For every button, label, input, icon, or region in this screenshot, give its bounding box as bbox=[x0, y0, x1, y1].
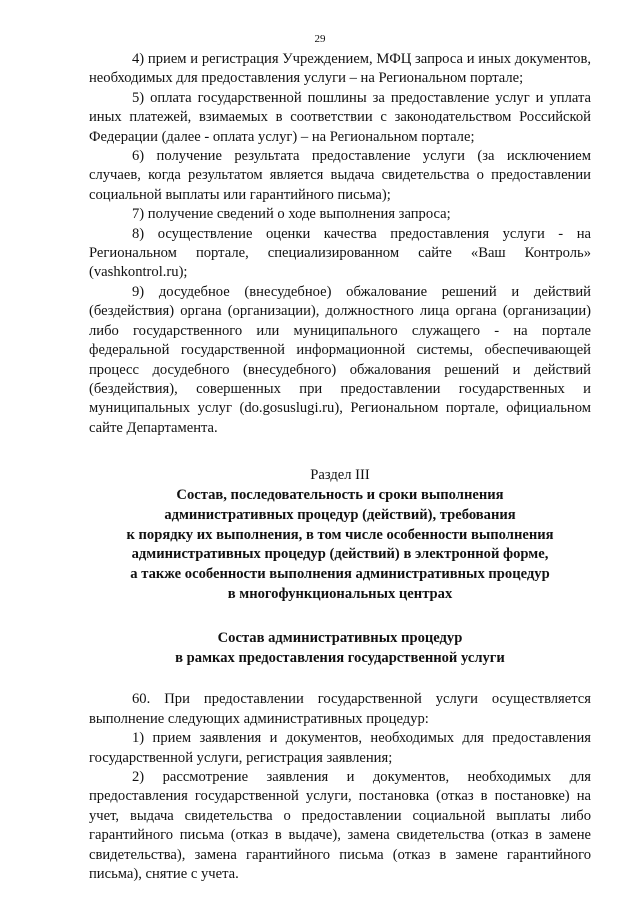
subsection-title-line: Состав административных процедур bbox=[217, 629, 463, 646]
list-item: 1) прием заявления и документов, необходимых для предоставления государственной услуги, регистрация заявления; bbox=[89, 730, 591, 766]
section-title-line: административных процедур (действий) в электронной форме, bbox=[131, 546, 549, 563]
list-item: 7) получение сведений о ходе выполнения запроса; bbox=[132, 206, 451, 223]
section-title-line: административных процедур (действий), требования bbox=[164, 506, 516, 523]
list-item: 6) получение результата предоставление услуги (за исключением случаев, когда результатом является выдача свидетельства о предоставлении социальной выплаты или гарантийного письма); bbox=[89, 148, 591, 203]
list-item: 9) досудебное (внесудебное) обжалование решений и действий (бездействия) органа (организации), должностного лица органа (организации) либо государственного или муниципального служащего - на портале федеральной государственной информационной системы, обеспечивающей процесс досудебного (внесудебного) обжалования решений и действий (бездействия), совершенных при предоставлении государственных и муниципальных услуг (do.gosuslugi.ru), Региональном портале, официальном сайте Департамента. bbox=[89, 283, 591, 436]
section-title-line: а также особенности выполнения административных процедур bbox=[130, 566, 550, 583]
section-title-line: к порядку их выполнения, в том числе особенности выполнения bbox=[126, 526, 554, 543]
list-item: 8) осуществление оценки качества предоставления услуги - на Региональном портале, специализированном сайте «Ваш Контроль» (vashkontrol.ru); bbox=[89, 225, 591, 281]
document-body bbox=[89, 50, 591, 884]
list-item: 4) прием и регистрация Учреждением, МФЦ запроса и иных документов, необходимых для предоставления услуги – на Региональном портале; bbox=[89, 51, 591, 87]
list-item: 2) рассмотрение заявления и документов, необходимых для предоставления государственной услуги, постановка (отказ в постановке) на учет, выдача свидетельства о предоставлении социальной выплаты либо гарантийного письма (отказ в выдаче), замена свидетельства (отказ в замене свидетельства), замена гарантийного письма (отказ в замене гарантийного письма), снятие с учета. bbox=[89, 768, 591, 882]
section-title bbox=[89, 486, 591, 605]
paragraph: 60. При предоставлении государственной услуги осуществляется выполнение следующих административных процедур: bbox=[89, 691, 591, 727]
subsection-title-line: в рамках предоставления государственной услуги bbox=[175, 649, 505, 666]
section-title-line: Состав, последовательность и сроки выполнения bbox=[176, 486, 504, 503]
section-label: Раздел III bbox=[310, 467, 370, 484]
subsection-title bbox=[89, 629, 591, 669]
list-item: 5) оплата государственной пошлины за предоставление услуг и уплата иных платежей, взимаемых в соответствии с законодательством Российской Федерации (далее - оплата услуг) – на Региональном портале; bbox=[89, 89, 591, 145]
section-title-line: в многофункциональных центрах bbox=[227, 585, 453, 602]
page-number: 29 bbox=[314, 33, 326, 45]
